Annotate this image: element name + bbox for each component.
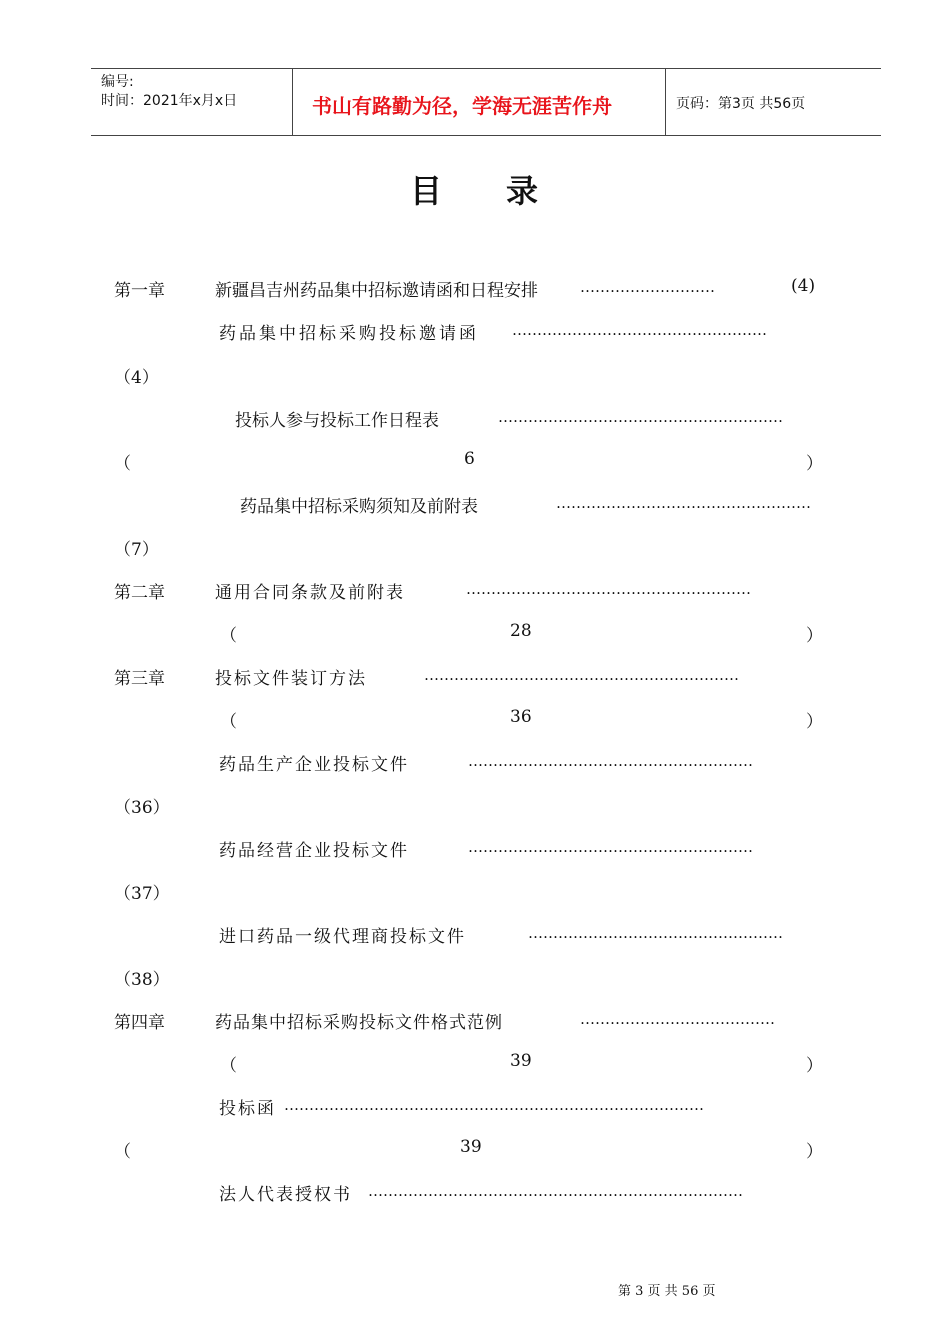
page-info: 页码：第3页 共56页 xyxy=(676,96,806,112)
chapter-title: 新疆昌吉州药品集中招标邀请函和日程安排 xyxy=(215,281,538,301)
leader-dots: ………………………………………………… xyxy=(498,408,783,426)
entry-title: 药品集中招标采购投标邀请函 xyxy=(219,324,479,344)
chapter-title: 投标文件装订方法 xyxy=(215,669,367,689)
entry-title: 进口药品一级代理商投标文件 xyxy=(219,927,466,947)
chapter-label: 第三章 xyxy=(114,669,165,689)
entry-title: 投标函 xyxy=(219,1099,276,1119)
paren-open: （ xyxy=(220,626,237,646)
entry-title: 法人代表授权书 xyxy=(219,1185,352,1205)
header-divider xyxy=(292,68,293,136)
paren-open: （ xyxy=(114,1142,131,1162)
page-number: 36 xyxy=(510,707,532,727)
entry-title: 药品集中招标采购须知及前附表 xyxy=(240,497,478,517)
serial-label: 编号: xyxy=(101,74,134,90)
page-number: （4） xyxy=(114,368,159,388)
paren-close: ） xyxy=(806,454,823,474)
header-bottom-rule xyxy=(91,135,881,136)
entry-title: 投标人参与投标工作日程表 xyxy=(235,411,439,431)
header-motto: 书山有路勤为径，学海无涯苦作舟 xyxy=(312,94,612,118)
leader-dots: ………………………………………………… xyxy=(468,838,753,856)
page-number: （37） xyxy=(114,884,170,904)
chapter-label: 第一章 xyxy=(114,281,165,301)
chapter-title: 药品集中招标采购投标文件格式范例 xyxy=(215,1013,503,1033)
page-number: （36） xyxy=(114,798,170,818)
page-number: (4) xyxy=(791,276,816,296)
paren-close: ） xyxy=(806,626,823,646)
paren-close: ） xyxy=(806,712,823,732)
leader-dots: …………………………………………… xyxy=(556,494,811,512)
page-title: 目 录 xyxy=(410,172,539,210)
header-divider xyxy=(665,68,666,136)
page-number: 39 xyxy=(460,1137,482,1157)
paren-open: （ xyxy=(220,1056,237,1076)
paren-open: （ xyxy=(114,454,131,474)
page-number: 28 xyxy=(510,621,532,641)
leader-dots: ………………………………………………… xyxy=(466,580,751,598)
paren-close: ） xyxy=(806,1056,823,1076)
chapter-label: 第二章 xyxy=(114,583,165,603)
page-footer: 第 3 页 共 56 页 xyxy=(618,1284,716,1299)
leader-dots: ……………………… xyxy=(580,278,715,296)
paren-open: （ xyxy=(220,712,237,732)
leader-dots: …………………………………………… xyxy=(528,924,783,942)
page-number: （38） xyxy=(114,970,170,990)
leader-dots: ………………………………………………… xyxy=(468,752,753,770)
page-number: 39 xyxy=(510,1051,532,1071)
paren-close: ） xyxy=(806,1142,823,1162)
leader-dots: …………………………………………… xyxy=(512,321,767,339)
page-number: 6 xyxy=(464,449,475,469)
chapter-label: 第四章 xyxy=(114,1013,165,1033)
leader-dots: ………………………………………………………………………… xyxy=(284,1096,704,1114)
header-top-rule xyxy=(91,68,881,69)
page-number: （7） xyxy=(114,540,159,560)
page-header xyxy=(91,68,881,136)
entry-title: 药品经营企业投标文件 xyxy=(219,841,409,861)
leader-dots: ………………………………………………………………… xyxy=(368,1182,743,1200)
leader-dots: ……………………………………………………… xyxy=(424,666,739,684)
leader-dots: ………………………………… xyxy=(580,1010,775,1028)
entry-title: 药品生产企业投标文件 xyxy=(219,755,409,775)
time-label: 时间：2021年x月x日 xyxy=(101,93,238,109)
chapter-title: 通用合同条款及前附表 xyxy=(215,583,405,603)
